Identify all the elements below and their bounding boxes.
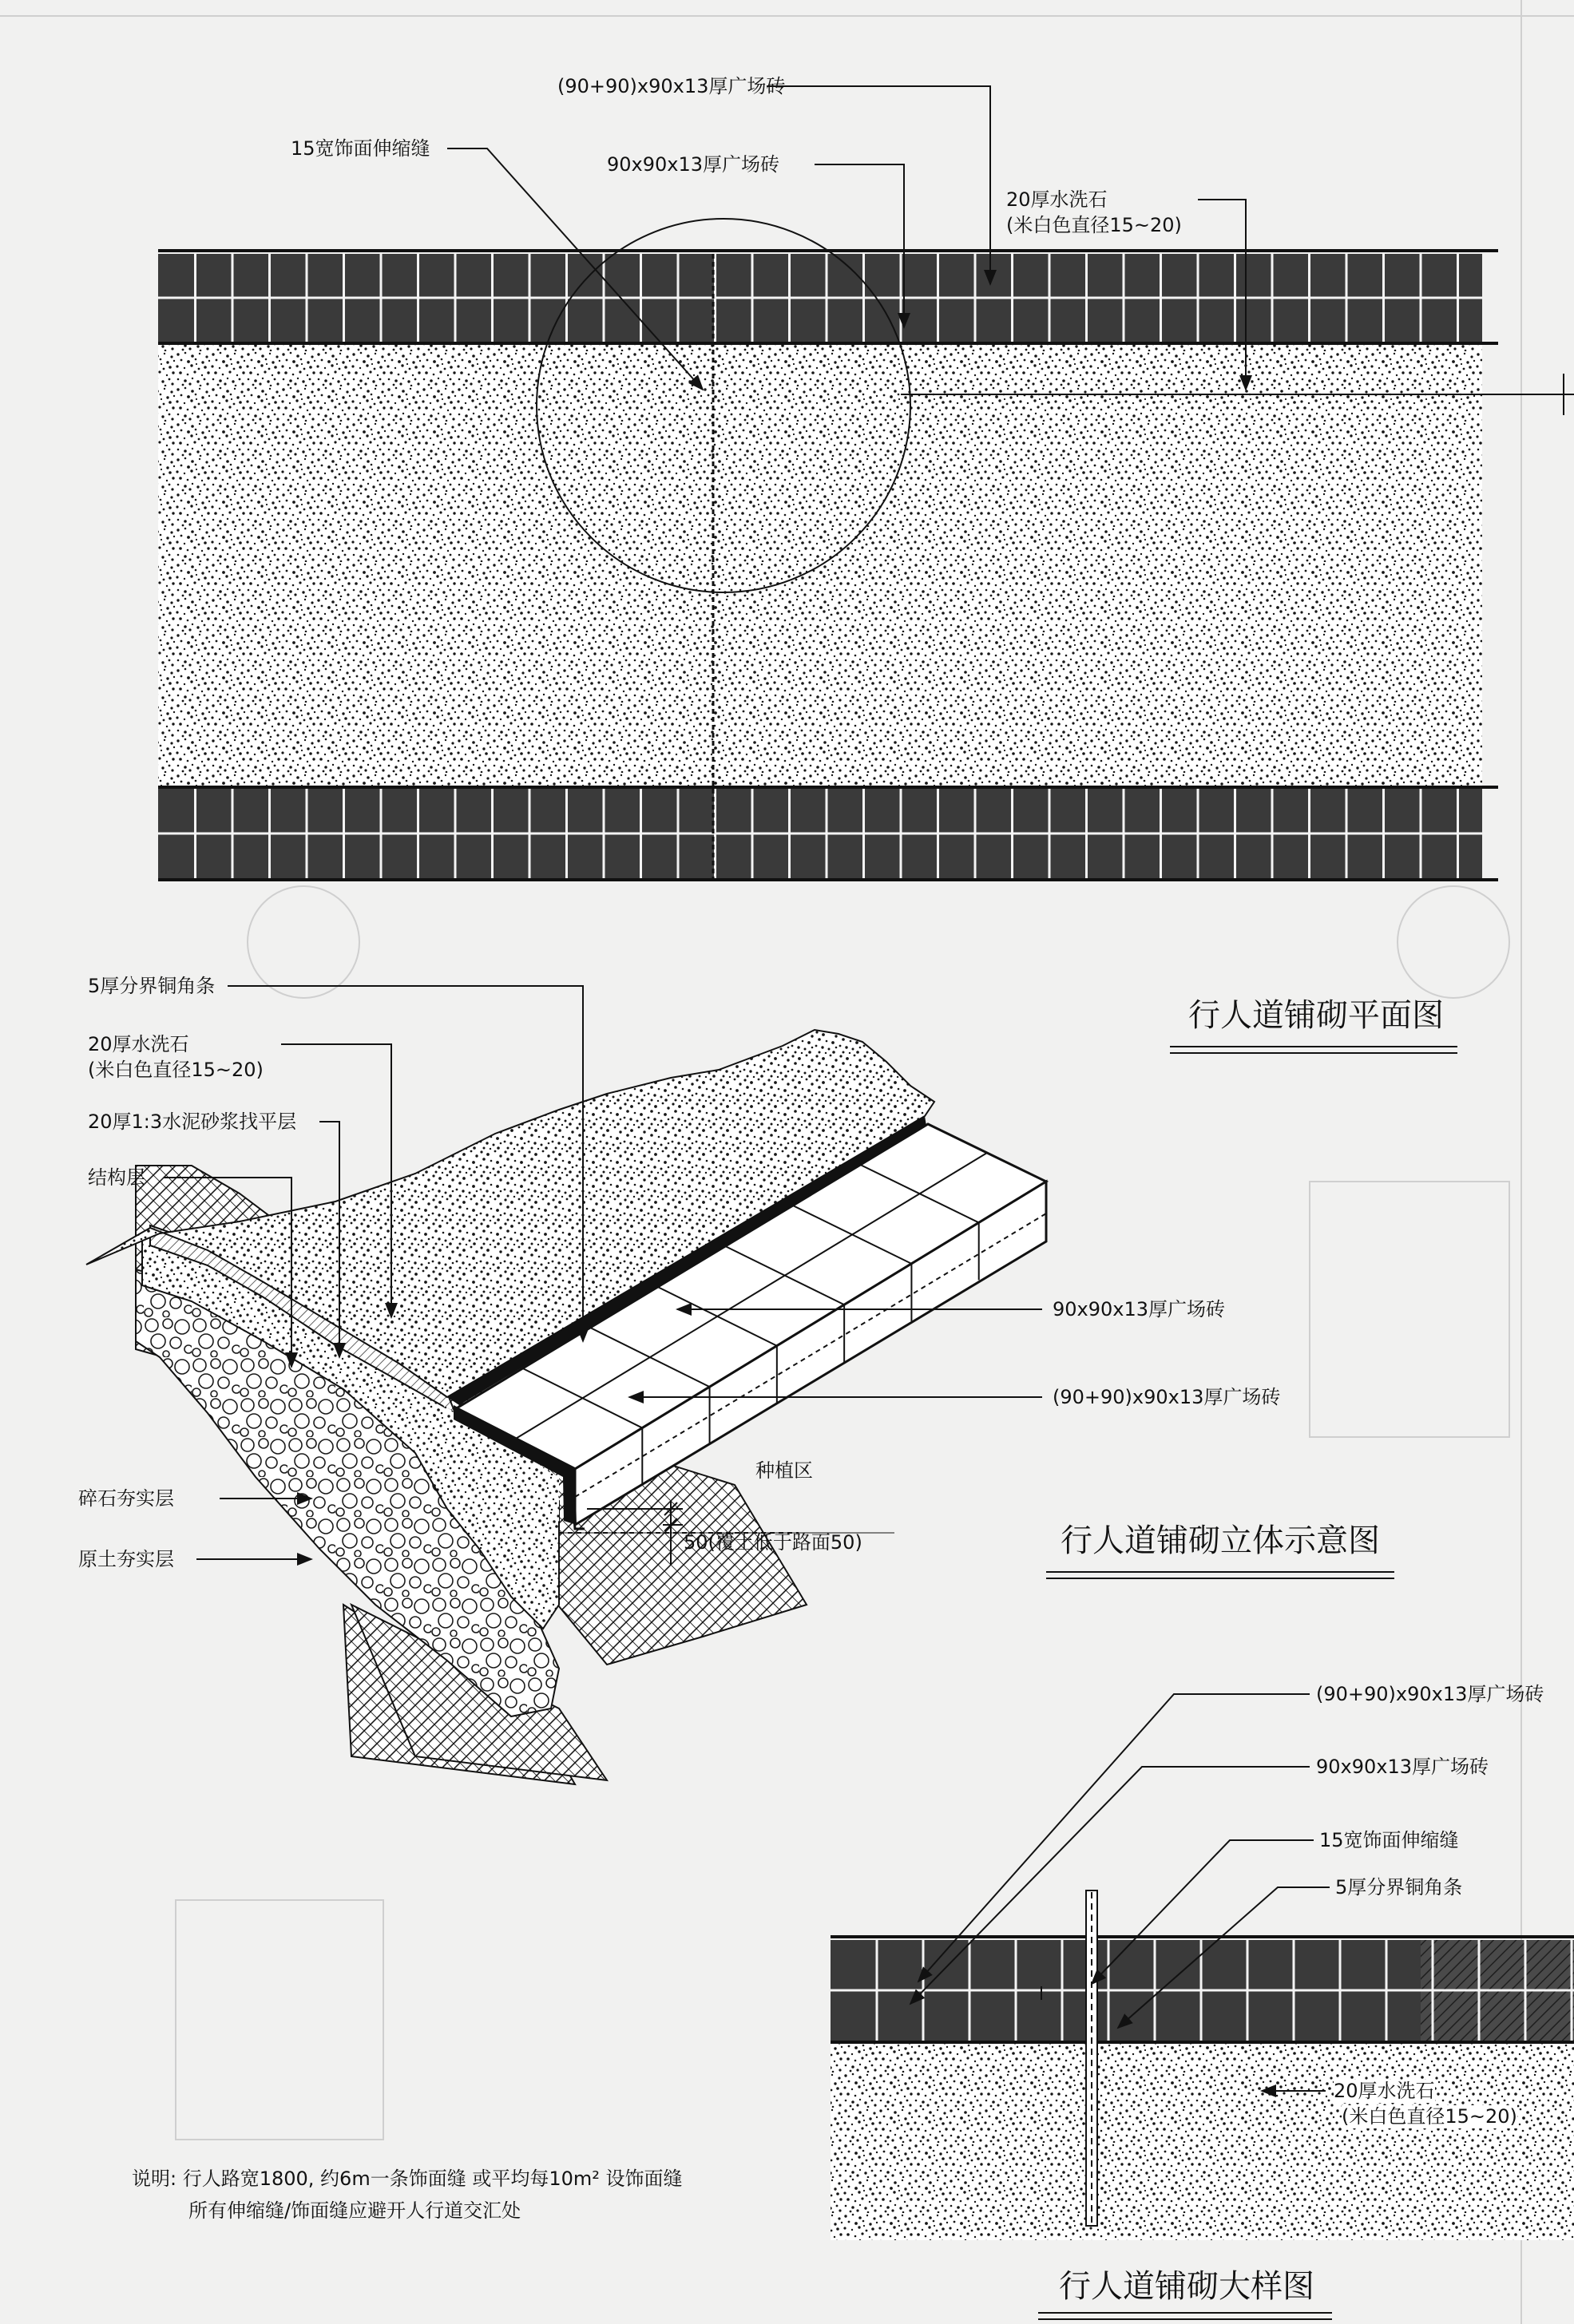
iso-view <box>86 986 1046 1784</box>
detail-label-joint: 15宽饰面伸缩缝 <box>1319 1829 1459 1851</box>
plan-view <box>158 86 1574 880</box>
notes-line-2: 所有伸缩缝/饰面缝应避开人行道交汇处 <box>188 2199 521 2222</box>
iso-label-washed-stone: 20厚水洗石 <box>88 1033 189 1055</box>
plan-label-washed-stone: 20厚水洗石 <box>1006 188 1108 211</box>
iso-label-tile-double: (90+90)x90x13厚广场砖 <box>1053 1386 1281 1408</box>
iso-label-gravel: 碎石夯实层 <box>78 1487 174 1510</box>
plan-label-tile-double: (90+90)x90x13厚广场砖 <box>557 75 786 97</box>
detail-label-copper-strip: 5厚分界铜角条 <box>1335 1876 1463 1898</box>
iso-label-tile-single: 90x90x13厚广场砖 <box>1053 1298 1226 1320</box>
detail-label-tile-double: (90+90)x90x13厚广场砖 <box>1316 1683 1544 1705</box>
iso-label-soil-drop: 50(覆土低于路面50) <box>684 1531 862 1554</box>
iso-label-soil: 原土夯实层 <box>78 1548 174 1570</box>
iso-label-mortar: 20厚1:3水泥砂浆找平层 <box>88 1111 297 1133</box>
detail-label-washed-stone-note: (米白色直径15~20) <box>1342 2105 1517 2128</box>
detail-label-tile-single: 90x90x13厚广场砖 <box>1316 1756 1489 1778</box>
iso-title: 行人道铺砌立体示意图 <box>1061 1522 1380 1559</box>
detail-washed-stone <box>831 2041 1574 2240</box>
iso-label-planting: 种植区 <box>755 1459 813 1482</box>
plan-label-joint: 15宽饰面伸缩缝 <box>291 137 430 160</box>
plan-label-washed-stone-note: (米白色直径15~20) <box>1006 214 1182 236</box>
plan-label-tile-single: 90x90x13厚广场砖 <box>607 153 780 176</box>
detail-label-washed-stone: 20厚水洗石 <box>1334 2080 1435 2102</box>
iso-label-structure: 结构层 <box>88 1166 145 1189</box>
iso-label-washed-stone-note: (米白色直径15~20) <box>88 1059 264 1081</box>
detail-title: 行人道铺砌大样图 <box>1059 2268 1314 2305</box>
iso-label-copper-strip: 5厚分界铜角条 <box>88 975 216 997</box>
notes-line-1: 说明: 行人路宽1800, 约6m一条饰面缝 或平均每10m² 设饰面缝 <box>132 2168 683 2190</box>
plan-title: 行人道铺砌平面图 <box>1188 997 1444 1034</box>
